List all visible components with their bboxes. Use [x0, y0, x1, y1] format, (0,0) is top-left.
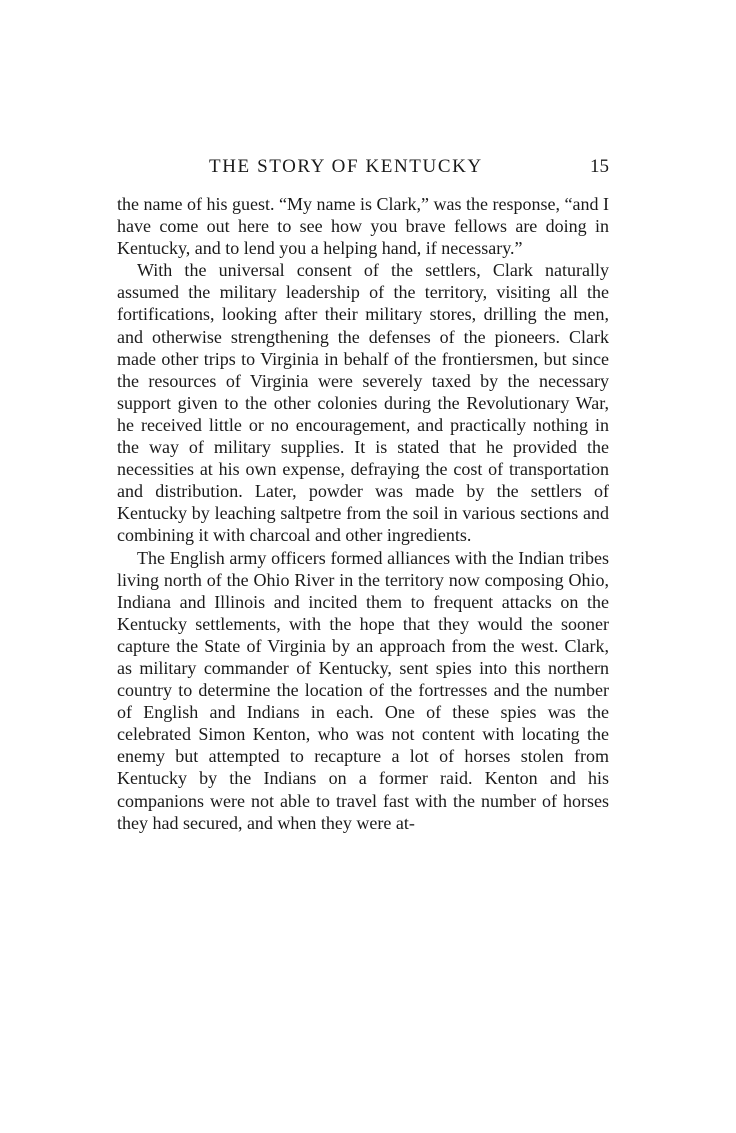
- page-number: 15: [590, 156, 609, 177]
- paragraph-english-alliances: The English army officers formed alliances with the Indian tribes living north of the Ohio River in the territory now composing Ohio, Indiana and Illinois and incited them to frequent attacks on the Kentucky settlements, with the hope that they would the sooner capture the State of Virginia by an approach from the west. Clark, as military commander of Kentucky, sent spies into this northern country to determine the location of the fortresses and the number of English and Indians in each. One of these spies was the celebrated Simon Kenton, who was not content with locating the enemy but attempted to recapture a lot of horses stolen from Kentucky by the Indians on a former raid. Kenton and his companions were not able to travel fast with the number of horses they had secured, and when they were at-: [117, 547, 609, 833]
- running-head: [117, 154, 609, 180]
- paragraph-clark-leadership: With the universal consent of the settlers, Clark naturally assumed the military leadership of the territory, visiting all the fortifications, looking after their military stores, drilling the men, and otherwise strengthening the defenses of the pioneers. Clark made other trips to Virginia in behalf of the frontiersmen, but since the resources of Virginia were severely taxed by the necessary support given to the other colonies during the Revolutionary War, he received little or no encouragement, and practically nothing in the way of military supplies. It is stated that he provided the necessities at his own expense, defraying the cost of transportation and distribution. Later, powder was made by the settlers of Kentucky by leaching saltpetre from the soil in various sections and combining it with charcoal and other ingredients.: [117, 260, 609, 546]
- paragraph-continuation: the name of his guest. “My name is Clark,” was the response, “and I have come out here to see how you brave fellows are doing in Kentucky, and to lend you a helping hand, if necessary.”: [117, 194, 609, 259]
- running-title: THE STORY OF KENTUCKY: [209, 156, 483, 177]
- body-text: [117, 193, 609, 834]
